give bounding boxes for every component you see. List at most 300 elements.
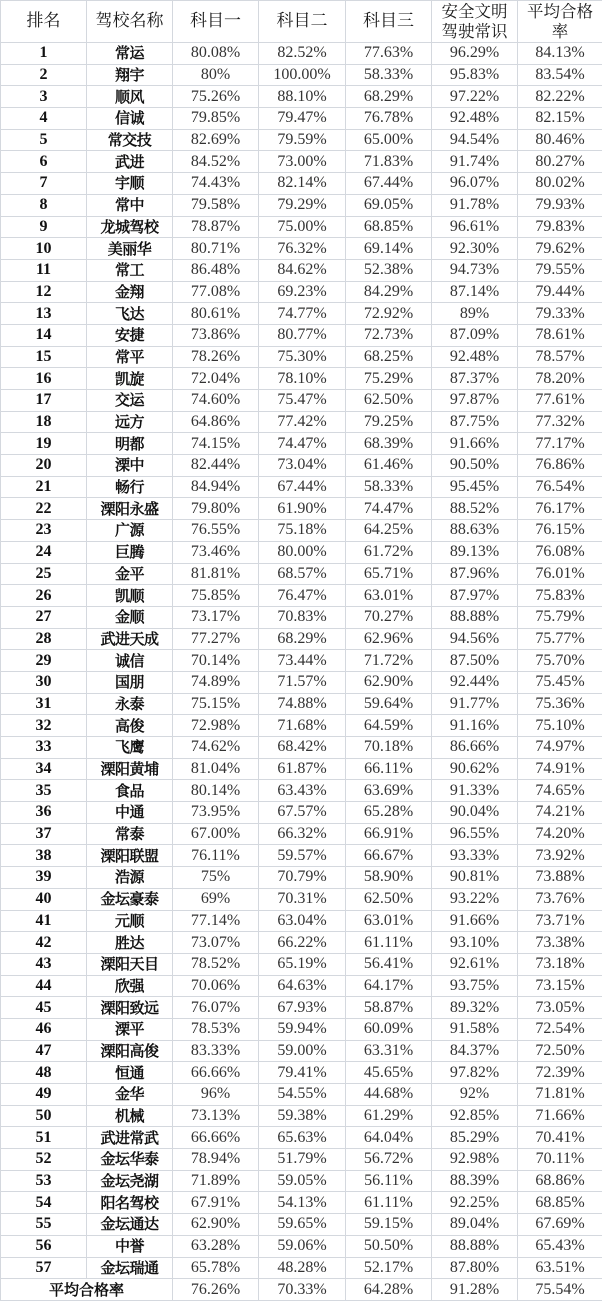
rank-cell: 53: [1, 1170, 87, 1192]
safety-knowledge-cell: 90.50%: [432, 455, 518, 477]
rank-cell: 29: [1, 650, 87, 672]
table-row: [1, 1084, 602, 1106]
header-row: [1, 1, 602, 43]
safety-knowledge-cell: 88.63%: [432, 520, 518, 542]
average-pass-rate-cell: 79.93%: [518, 194, 602, 216]
school-name-cell: 溧平: [87, 1018, 173, 1040]
table-row: [1, 1235, 602, 1257]
header-subject-2: 科目二: [259, 1, 346, 43]
rank-cell: 7: [1, 173, 87, 195]
safety-knowledge-cell: 93.10%: [432, 932, 518, 954]
table-row: [1, 1192, 602, 1214]
school-name-cell: 常工: [87, 259, 173, 281]
table-row: [1, 390, 602, 412]
table-row: [1, 259, 602, 281]
average-pass-rate-cell: 75.10%: [518, 715, 602, 737]
table-row: [1, 823, 602, 845]
table-row: [1, 1018, 602, 1040]
school-name-cell: 溧中: [87, 455, 173, 477]
table-row: [1, 455, 602, 477]
safety-knowledge-cell: 91.16%: [432, 715, 518, 737]
subject-1-cell: 74.43%: [173, 173, 259, 195]
school-name-cell: 胜达: [87, 932, 173, 954]
subject-1-cell: 73.13%: [173, 1105, 259, 1127]
rank-cell: 5: [1, 129, 87, 151]
average-pass-rate-cell: 76.86%: [518, 455, 602, 477]
school-name-cell: 元顺: [87, 910, 173, 932]
table-row: [1, 476, 602, 498]
table-body: [1, 43, 602, 1301]
subject-1-cell: 78.53%: [173, 1018, 259, 1040]
subject-3-cell: 50.50%: [346, 1235, 432, 1257]
rank-cell: 42: [1, 932, 87, 954]
table-row: [1, 281, 602, 303]
safety-knowledge-cell: 92.48%: [432, 346, 518, 368]
school-name-cell: 美丽华: [87, 238, 173, 260]
subject-2-cell: 67.57%: [259, 802, 346, 824]
subject-2-cell: 70.31%: [259, 888, 346, 910]
subject-3-cell: 56.41%: [346, 953, 432, 975]
safety-knowledge-cell: 91.74%: [432, 151, 518, 173]
subject-2-cell: 75.30%: [259, 346, 346, 368]
subject-1-cell: 86.48%: [173, 259, 259, 281]
subject-1-cell: 79.80%: [173, 498, 259, 520]
subject-3-cell: 68.29%: [346, 86, 432, 108]
safety-knowledge-cell: 90.81%: [432, 867, 518, 889]
table-row: [1, 86, 602, 108]
table-row: [1, 303, 602, 325]
rank-cell: 28: [1, 628, 87, 650]
table-row: [1, 151, 602, 173]
school-name-cell: 常运: [87, 43, 173, 65]
rank-cell: 12: [1, 281, 87, 303]
subject-3-cell: 72.73%: [346, 324, 432, 346]
subject-2-cell: 67.44%: [259, 476, 346, 498]
subject-1-cell: 74.15%: [173, 433, 259, 455]
table-row: [1, 541, 602, 563]
table-row: [1, 975, 602, 997]
subject-3-cell: 58.90%: [346, 867, 432, 889]
subject-1-cell: 78.26%: [173, 346, 259, 368]
subject-3-cell: 61.11%: [346, 1192, 432, 1214]
subject-3-cell: 59.15%: [346, 1214, 432, 1236]
subject-2-cell: 66.32%: [259, 823, 346, 845]
subject-1-cell: 67.91%: [173, 1192, 259, 1214]
safety-knowledge-cell: 87.80%: [432, 1257, 518, 1279]
safety-knowledge-cell: 95.45%: [432, 476, 518, 498]
table-row: [1, 671, 602, 693]
average-pass-rate-cell: 63.51%: [518, 1257, 602, 1279]
subject-1-cell: 73.95%: [173, 802, 259, 824]
subject-3-cell: 52.17%: [346, 1257, 432, 1279]
subject-3-cell: 58.33%: [346, 64, 432, 86]
subject-3-cell: 68.39%: [346, 433, 432, 455]
rank-cell: 54: [1, 1192, 87, 1214]
table-row: [1, 1170, 602, 1192]
rank-cell: 6: [1, 151, 87, 173]
average-pass-rate-cell: 68.85%: [518, 1192, 602, 1214]
subject-1-cell: 69%: [173, 888, 259, 910]
header-line: 平均合格: [527, 1, 593, 21]
school-name-cell: 飞达: [87, 303, 173, 325]
safety-knowledge-cell: 87.75%: [432, 411, 518, 433]
subject-2-cell: 61.87%: [259, 758, 346, 780]
safety-knowledge-cell: 94.73%: [432, 259, 518, 281]
school-name-cell: 金坛尧湖: [87, 1170, 173, 1192]
average-pass-rate-cell: 83.54%: [518, 64, 602, 86]
safety-knowledge-cell: 86.66%: [432, 737, 518, 759]
subject-1-cell: 71.89%: [173, 1170, 259, 1192]
safety-knowledge-cell: 89%: [432, 303, 518, 325]
subject-3-cell: 63.31%: [346, 1040, 432, 1062]
subject-2-cell: 70.79%: [259, 867, 346, 889]
school-name-cell: 诚信: [87, 650, 173, 672]
school-name-cell: 机械: [87, 1105, 173, 1127]
average-pass-rate-cell: 67.69%: [518, 1214, 602, 1236]
rank-cell: 25: [1, 563, 87, 585]
safety-knowledge-cell: 89.13%: [432, 541, 518, 563]
subject-2-cell: 64.63%: [259, 975, 346, 997]
rank-cell: 26: [1, 585, 87, 607]
school-name-cell: 巨腾: [87, 541, 173, 563]
rank-cell: 33: [1, 737, 87, 759]
safety-knowledge-cell: 92.61%: [432, 953, 518, 975]
table-row: [1, 346, 602, 368]
safety-knowledge-cell: 84.37%: [432, 1040, 518, 1062]
average-pass-rate-cell: 82.22%: [518, 86, 602, 108]
average-pass-rate-cell: 79.55%: [518, 259, 602, 281]
average-pass-rate-cell: 80.46%: [518, 129, 602, 151]
safety-knowledge-cell: 91.66%: [432, 910, 518, 932]
subject-2-cell: 76.47%: [259, 585, 346, 607]
rank-cell: 3: [1, 86, 87, 108]
table-row: [1, 1257, 602, 1279]
subject-2-cell: 80.00%: [259, 541, 346, 563]
school-name-cell: 常交技: [87, 129, 173, 151]
rank-cell: 40: [1, 888, 87, 910]
school-name-cell: 交运: [87, 390, 173, 412]
subject-1-cell: 77.08%: [173, 281, 259, 303]
subject-2-cell: 75.18%: [259, 520, 346, 542]
average-pass-rate-cell: 72.50%: [518, 1040, 602, 1062]
subject-2-cell: 67.93%: [259, 997, 346, 1019]
subject-1-average: 76.26%: [173, 1279, 259, 1301]
subject-2-cell: 77.42%: [259, 411, 346, 433]
table-row: [1, 845, 602, 867]
school-name-cell: 溧阳黄埔: [87, 758, 173, 780]
subject-2-cell: 100.00%: [259, 64, 346, 86]
subject-1-cell: 73.07%: [173, 932, 259, 954]
rank-cell: 14: [1, 324, 87, 346]
average-pass-rate-cell: 80.27%: [518, 151, 602, 173]
header-safety-knowledge: [432, 1, 518, 43]
subject-2-cell: 61.90%: [259, 498, 346, 520]
safety-knowledge-cell: 96.07%: [432, 173, 518, 195]
subject-2-cell: 78.10%: [259, 368, 346, 390]
subject-2-cell: 59.94%: [259, 1018, 346, 1040]
table-row: [1, 194, 602, 216]
average-pass-rate-cell: 76.15%: [518, 520, 602, 542]
subject-1-cell: 79.85%: [173, 108, 259, 130]
average-pass-rate-cell: 73.15%: [518, 975, 602, 997]
rank-cell: 31: [1, 693, 87, 715]
subject-3-cell: 61.72%: [346, 541, 432, 563]
subject-3-cell: 74.47%: [346, 498, 432, 520]
rank-cell: 15: [1, 346, 87, 368]
subject-2-cell: 68.29%: [259, 628, 346, 650]
table-row: [1, 368, 602, 390]
rank-cell: 34: [1, 758, 87, 780]
subject-2-cell: 79.47%: [259, 108, 346, 130]
rank-cell: 1: [1, 43, 87, 65]
table-row: [1, 910, 602, 932]
average-pass-rate-cell: 73.92%: [518, 845, 602, 867]
subject-2-cell: 79.41%: [259, 1062, 346, 1084]
subject-1-cell: 76.07%: [173, 997, 259, 1019]
school-name-cell: 金平: [87, 563, 173, 585]
subject-2-cell: 84.62%: [259, 259, 346, 281]
header-line: 驾驶常识: [441, 21, 508, 41]
subject-1-cell: 73.17%: [173, 606, 259, 628]
subject-2-cell: 79.59%: [259, 129, 346, 151]
school-name-cell: 武进常武: [87, 1127, 173, 1149]
subject-3-cell: 63.69%: [346, 780, 432, 802]
rank-cell: 2: [1, 64, 87, 86]
table-row: [1, 1062, 602, 1084]
school-name-cell: 中誉: [87, 1235, 173, 1257]
table-header: [1, 1, 602, 43]
subject-3-cell: 72.92%: [346, 303, 432, 325]
subject-1-cell: 82.69%: [173, 129, 259, 151]
subject-1-cell: 96%: [173, 1084, 259, 1106]
average-pass-rate-cell: 76.08%: [518, 541, 602, 563]
rank-cell: 8: [1, 194, 87, 216]
table-row: [1, 780, 602, 802]
rank-cell: 16: [1, 368, 87, 390]
average-pass-rate-cell: 68.86%: [518, 1170, 602, 1192]
rank-cell: 9: [1, 216, 87, 238]
safety-knowledge-cell: 90.04%: [432, 802, 518, 824]
rank-cell: 30: [1, 671, 87, 693]
average-pass-rate-cell: 75.79%: [518, 606, 602, 628]
subject-3-cell: 64.04%: [346, 1127, 432, 1149]
safety-knowledge-cell: 97.82%: [432, 1062, 518, 1084]
subject-1-cell: 63.28%: [173, 1235, 259, 1257]
safety-knowledge-cell: 92.48%: [432, 108, 518, 130]
safety-knowledge-cell: 87.97%: [432, 585, 518, 607]
average-pass-rate-cell: 76.17%: [518, 498, 602, 520]
rank-cell: 55: [1, 1214, 87, 1236]
subject-1-cell: 66.66%: [173, 1062, 259, 1084]
average-pass-rate-cell: 77.17%: [518, 433, 602, 455]
average-pass-rate-cell: 75.45%: [518, 671, 602, 693]
safety-knowledge-cell: 91.78%: [432, 194, 518, 216]
average-pass-rate-cell: 73.88%: [518, 867, 602, 889]
subject-3-cell: 75.29%: [346, 368, 432, 390]
table-row: [1, 715, 602, 737]
subject-2-cell: 74.77%: [259, 303, 346, 325]
average-pass-rate-cell: 74.65%: [518, 780, 602, 802]
safety-knowledge-cell: 91.77%: [432, 693, 518, 715]
table-row: [1, 498, 602, 520]
school-name-cell: 高俊: [87, 715, 173, 737]
school-name-cell: 永泰: [87, 693, 173, 715]
rank-cell: 10: [1, 238, 87, 260]
subject-2-cell: 65.19%: [259, 953, 346, 975]
rank-cell: 23: [1, 520, 87, 542]
safety-knowledge-cell: 89.04%: [432, 1214, 518, 1236]
school-name-cell: 常平: [87, 346, 173, 368]
safety-knowledge-cell: 92.44%: [432, 671, 518, 693]
table-row: [1, 108, 602, 130]
subject-3-cell: 67.44%: [346, 173, 432, 195]
rank-cell: 39: [1, 867, 87, 889]
subject-3-cell: 70.27%: [346, 606, 432, 628]
school-name-cell: 阳名驾校: [87, 1192, 173, 1214]
table-row: [1, 520, 602, 542]
rank-cell: 37: [1, 823, 87, 845]
subject-1-cell: 84.52%: [173, 151, 259, 173]
school-name-cell: 溧阳联盟: [87, 845, 173, 867]
header-subject-3: 科目三: [346, 1, 432, 43]
school-name-cell: 欣强: [87, 975, 173, 997]
average-pass-rate-cell: 73.18%: [518, 953, 602, 975]
subject-2-average: 70.33%: [259, 1279, 346, 1301]
safety-knowledge-cell: 94.56%: [432, 628, 518, 650]
rank-cell: 47: [1, 1040, 87, 1062]
subject-2-cell: 59.38%: [259, 1105, 346, 1127]
average-pass-rate-cell: 77.61%: [518, 390, 602, 412]
subject-2-cell: 75.47%: [259, 390, 346, 412]
safety-knowledge-average: 91.28%: [432, 1279, 518, 1301]
subject-3-cell: 62.50%: [346, 390, 432, 412]
subject-2-cell: 71.57%: [259, 671, 346, 693]
subject-3-cell: 65.28%: [346, 802, 432, 824]
safety-knowledge-cell: 96.61%: [432, 216, 518, 238]
school-name-cell: 常泰: [87, 823, 173, 845]
subject-3-cell: 62.96%: [346, 628, 432, 650]
rank-cell: 41: [1, 910, 87, 932]
average-pass-rate-cell: 79.83%: [518, 216, 602, 238]
rank-cell: 36: [1, 802, 87, 824]
average-pass-rate-cell: 75.83%: [518, 585, 602, 607]
subject-1-cell: 83.33%: [173, 1040, 259, 1062]
subject-3-cell: 70.18%: [346, 737, 432, 759]
rank-cell: 51: [1, 1127, 87, 1149]
average-pass-rate-cell: 78.20%: [518, 368, 602, 390]
table-row: [1, 693, 602, 715]
subject-1-cell: 72.04%: [173, 368, 259, 390]
subject-1-cell: 64.86%: [173, 411, 259, 433]
average-pass-rate-cell: 78.57%: [518, 346, 602, 368]
subject-2-cell: 63.43%: [259, 780, 346, 802]
average-pass-rate-cell: 76.01%: [518, 563, 602, 585]
subject-3-cell: 58.33%: [346, 476, 432, 498]
average-pass-rate-cell: 70.11%: [518, 1149, 602, 1171]
subject-3-cell: 62.50%: [346, 888, 432, 910]
average-pass-rate-cell: 77.32%: [518, 411, 602, 433]
subject-3-cell: 66.67%: [346, 845, 432, 867]
average-pass-rate-cell: 75.70%: [518, 650, 602, 672]
school-name-cell: 武进天成: [87, 628, 173, 650]
school-name-cell: 信诚: [87, 108, 173, 130]
safety-knowledge-cell: 92.85%: [432, 1105, 518, 1127]
safety-knowledge-cell: 87.09%: [432, 324, 518, 346]
average-pass-rate-cell: 79.44%: [518, 281, 602, 303]
header-rank: 排名: [1, 1, 87, 43]
average-pass-rate-cell: 72.39%: [518, 1062, 602, 1084]
average-row-label: 平均合格率: [1, 1279, 173, 1301]
subject-1-cell: 77.14%: [173, 910, 259, 932]
subject-3-cell: 69.05%: [346, 194, 432, 216]
header-line: 率: [551, 21, 569, 41]
average-pass-rate-cell: 75.77%: [518, 628, 602, 650]
table-row: [1, 737, 602, 759]
subject-1-cell: 79.58%: [173, 194, 259, 216]
subject-1-cell: 75.15%: [173, 693, 259, 715]
subject-2-cell: 73.00%: [259, 151, 346, 173]
subject-1-cell: 75%: [173, 867, 259, 889]
rank-cell: 32: [1, 715, 87, 737]
average-row: [1, 1279, 602, 1301]
school-name-cell: 溧阳天目: [87, 953, 173, 975]
average-pass-rate-cell: 70.41%: [518, 1127, 602, 1149]
school-name-cell: 凯顺: [87, 585, 173, 607]
subject-3-cell: 68.25%: [346, 346, 432, 368]
subject-2-cell: 59.05%: [259, 1170, 346, 1192]
average-pass-rate-cell: 72.54%: [518, 1018, 602, 1040]
subject-1-cell: 78.52%: [173, 953, 259, 975]
average-pass-rate-cell: 76.54%: [518, 476, 602, 498]
subject-1-cell: 76.55%: [173, 520, 259, 542]
subject-3-cell: 76.78%: [346, 108, 432, 130]
school-name-cell: 恒通: [87, 1062, 173, 1084]
subject-3-cell: 61.11%: [346, 932, 432, 954]
header-school-name: 驾校名称: [87, 1, 173, 43]
safety-knowledge-cell: 87.37%: [432, 368, 518, 390]
subject-3-cell: 68.85%: [346, 216, 432, 238]
subject-1-cell: 76.11%: [173, 845, 259, 867]
subject-2-cell: 59.57%: [259, 845, 346, 867]
table-row: [1, 1149, 602, 1171]
subject-1-cell: 80.61%: [173, 303, 259, 325]
rank-cell: 27: [1, 606, 87, 628]
average-pass-rate-cell: 73.76%: [518, 888, 602, 910]
average-pass-rate-average: 75.54%: [518, 1279, 602, 1301]
rank-cell: 57: [1, 1257, 87, 1279]
average-pass-rate-cell: 74.20%: [518, 823, 602, 845]
average-pass-rate-cell: 84.13%: [518, 43, 602, 65]
subject-2-cell: 68.57%: [259, 563, 346, 585]
subject-2-cell: 48.28%: [259, 1257, 346, 1279]
subject-3-cell: 71.83%: [346, 151, 432, 173]
school-name-cell: 武进: [87, 151, 173, 173]
subject-2-cell: 59.65%: [259, 1214, 346, 1236]
subject-2-cell: 59.00%: [259, 1040, 346, 1062]
rank-cell: 43: [1, 953, 87, 975]
school-name-cell: 安捷: [87, 324, 173, 346]
rank-cell: 20: [1, 455, 87, 477]
school-name-cell: 国朋: [87, 671, 173, 693]
safety-knowledge-cell: 92.30%: [432, 238, 518, 260]
average-pass-rate-cell: 79.62%: [518, 238, 602, 260]
subject-3-average: 64.28%: [346, 1279, 432, 1301]
header-subject-1: 科目一: [173, 1, 259, 43]
subject-1-cell: 73.86%: [173, 324, 259, 346]
school-name-cell: 畅行: [87, 476, 173, 498]
subject-1-cell: 75.85%: [173, 585, 259, 607]
subject-3-cell: 66.91%: [346, 823, 432, 845]
